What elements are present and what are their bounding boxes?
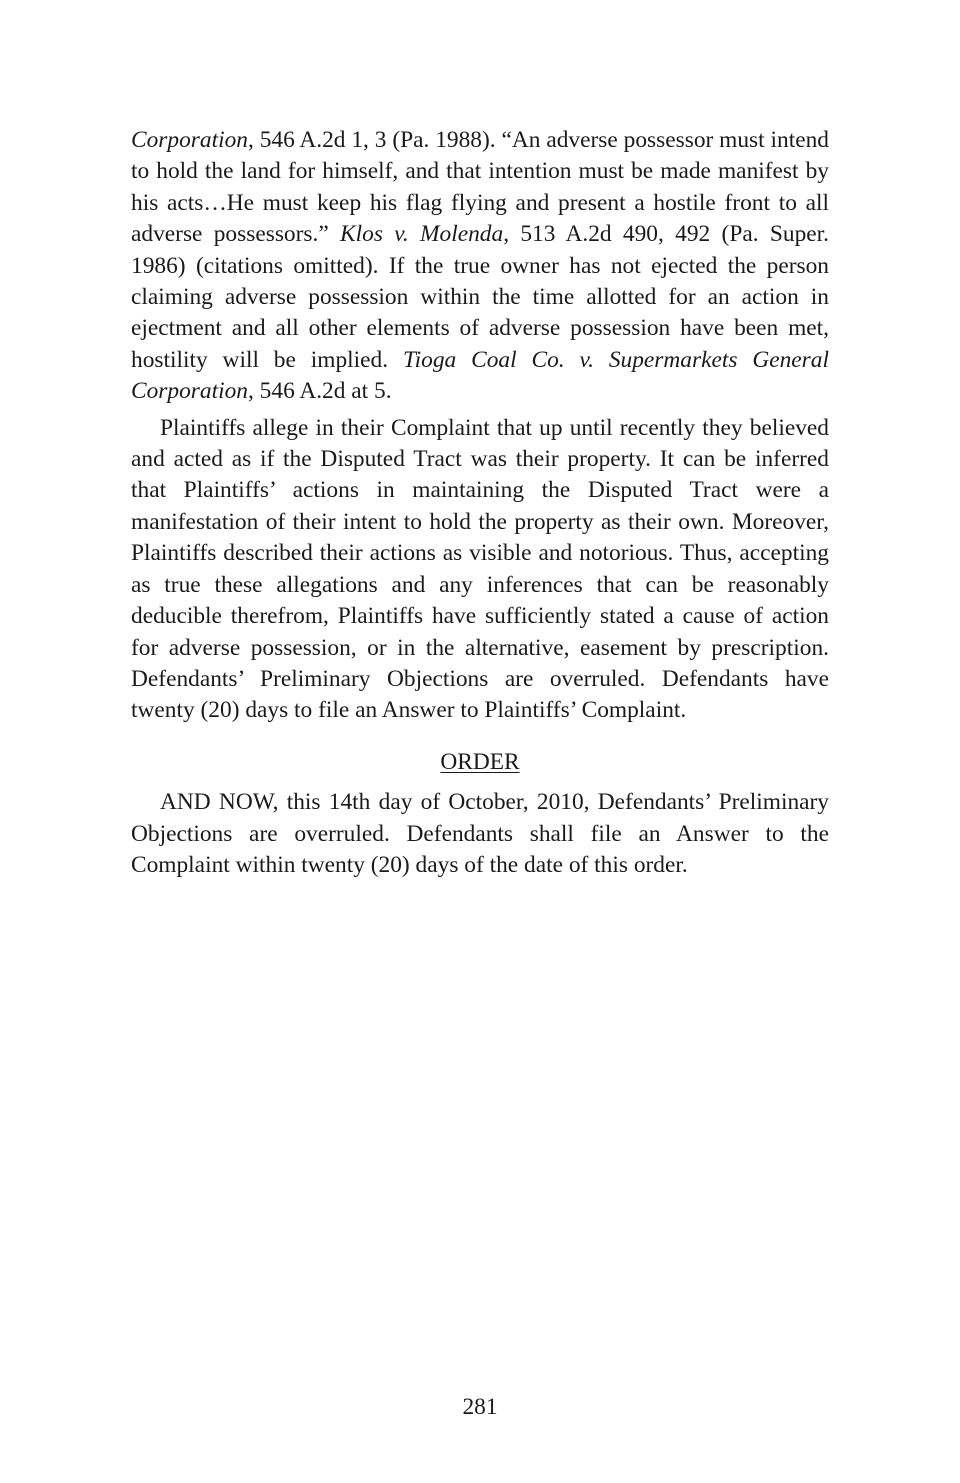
- order-heading: ORDER: [440, 748, 520, 775]
- text-run: Plaintiffs allege in their Complaint that up until recently they believed and acted as if the Disputed Tract was their property. It can be inferred that Plaintiffs’ actions in maintaining the Disputed Tract were a manifestation of their intent to hold the property as their own. Moreover, Plaintiffs described their actions as visible and notorious. Thus, accepting as true these allegations and any inferences that can be reasonably deducible therefrom, Plaintiffs have sufficiently stated a cause of action for adverse possession, or in the alternative, easement by prescription. Defendants’ Preliminary Objections are overruled. Defendants have twenty (20) days to file an Answer to Plaintiffs’ Complaint.: [131, 414, 829, 724]
- case-citation-italic: Klos v. Molenda: [340, 221, 504, 248]
- order-paragraph: [131, 787, 829, 881]
- opinion-paragraph-plaintiffs-allegations: [131, 413, 829, 727]
- opinion-paragraph-adverse-possession-law: [131, 125, 829, 408]
- page-number: 281: [462, 1394, 498, 1420]
- order-heading-wrap: [131, 747, 829, 778]
- case-citation-italic: Corporation: [131, 127, 248, 153]
- text-run: , 546 A.2d 1, 3 (Pa. 1988). “An adverse possessor must intend to hold the land for himself, and that intention must be made manifest by his acts…He must keep his flag flying and present a hostile front to all adverse possessors.”: [131, 127, 829, 248]
- text-run: , 546 A.2d at 5.: [247, 378, 392, 405]
- case-citation-italic: Tioga Coal Co. v. Supermarkets General Corporation: [131, 346, 829, 405]
- document-page: [131, 125, 829, 881]
- text-run: , 513 A.2d 490, 492 (Pa. Super. 1986) (citations omitted). If the true owner has not ejected the person claiming adverse possession within the time allotted for an action in ejectment and all other elements of adverse possession have been met, hostility will be implied.: [131, 221, 829, 373]
- text-run: AND NOW, this 14th day of October, 2010, Defendants’ Preliminary Objections are overruled. Defendants shall file an Answer to the Complaint within twenty (20) days of the date of this order.: [131, 789, 829, 878]
